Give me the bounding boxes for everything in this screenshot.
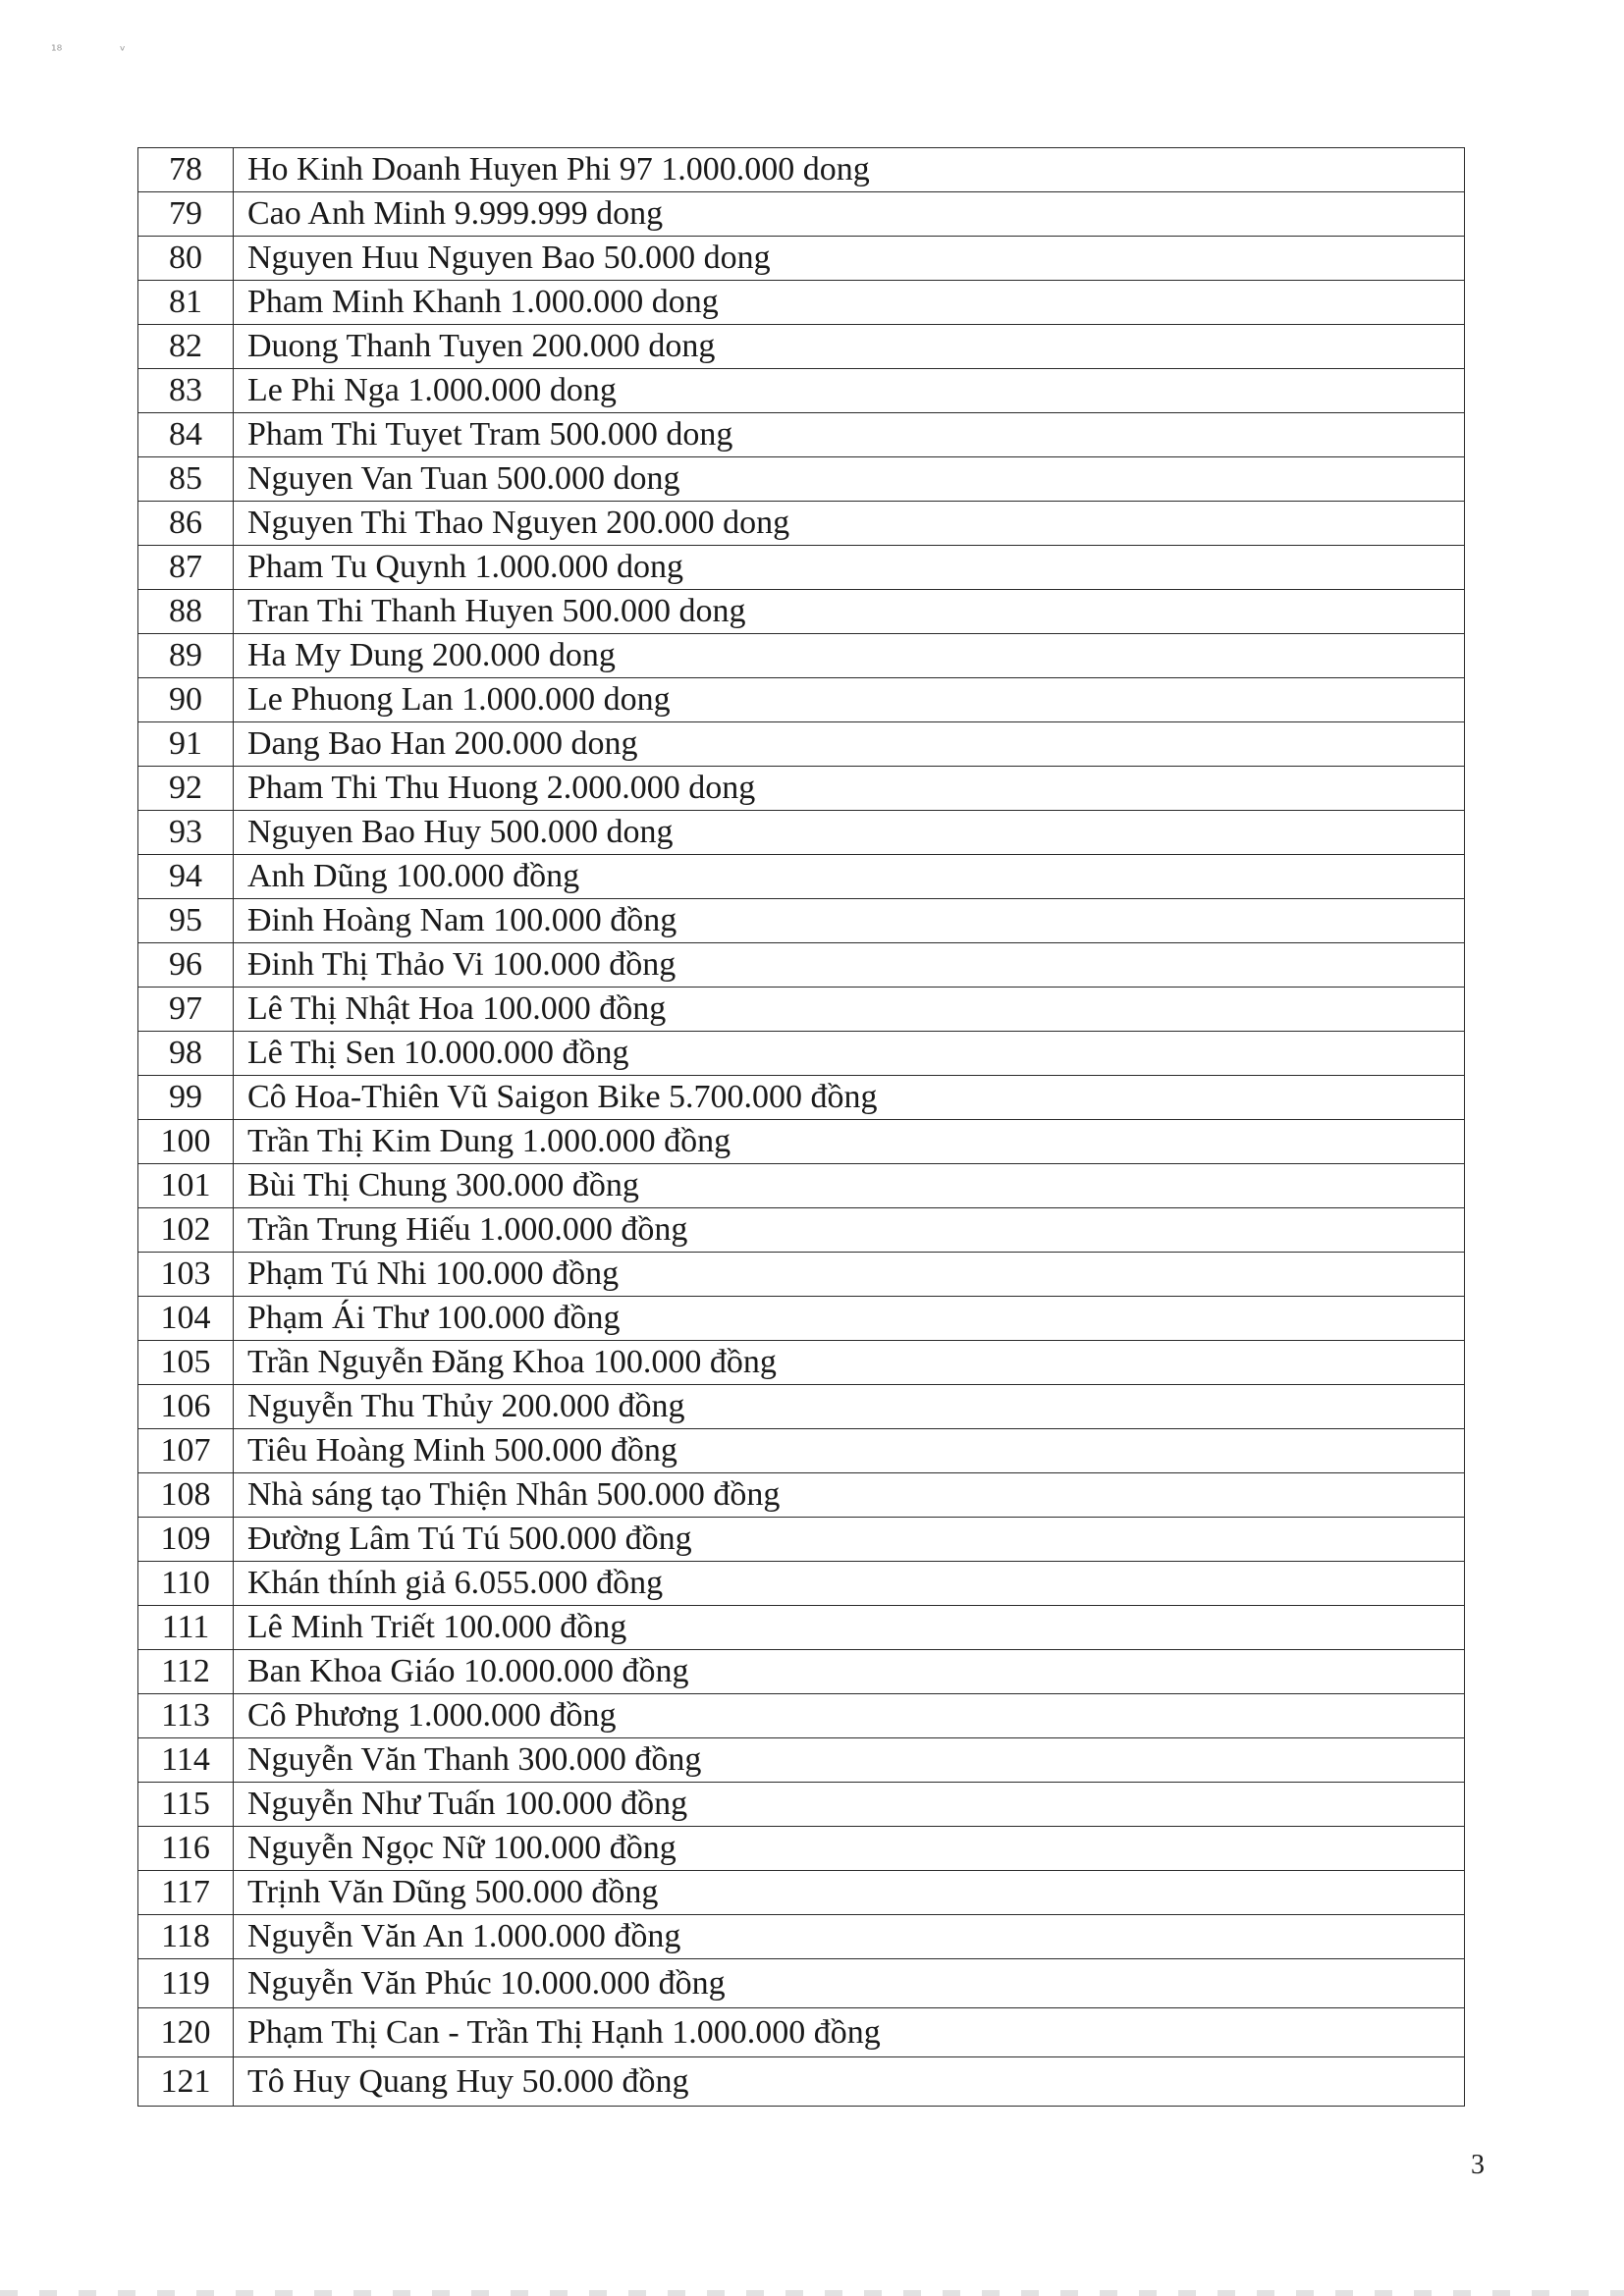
donor-entry: Ban Khoa Giáo 10.000.000 đồng — [234, 1650, 1465, 1694]
row-number: 111 — [138, 1606, 234, 1650]
table-row — [138, 1959, 1465, 2008]
table-row — [138, 1297, 1465, 1341]
donor-entry: Nguyễn Thu Thủy 200.000 đồng — [234, 1385, 1465, 1429]
table-row — [138, 855, 1465, 899]
table-row — [138, 1164, 1465, 1208]
donor-entry: Khán thính giả 6.055.000 đồng — [234, 1562, 1465, 1606]
table-row — [138, 1783, 1465, 1827]
row-number: 102 — [138, 1208, 234, 1253]
donor-entry: Lê Thị Nhật Hoa 100.000 đồng — [234, 988, 1465, 1032]
table-row — [138, 1208, 1465, 1253]
donor-entry: Pham Thi Tuyet Tram 500.000 dong — [234, 413, 1465, 457]
row-number: 100 — [138, 1120, 234, 1164]
table-row — [138, 1694, 1465, 1738]
table-row — [138, 1650, 1465, 1694]
donor-entry: Đinh Hoàng Nam 100.000 đồng — [234, 899, 1465, 943]
row-number: 97 — [138, 988, 234, 1032]
row-number: 96 — [138, 943, 234, 988]
donor-entry: Duong Thanh Tuyen 200.000 dong — [234, 325, 1465, 369]
row-number: 109 — [138, 1518, 234, 1562]
donor-entry: Nguyễn Văn An 1.000.000 đồng — [234, 1915, 1465, 1959]
donor-entry: Phạm Ái Thư 100.000 đồng — [234, 1297, 1465, 1341]
table-row — [138, 325, 1465, 369]
row-number: 118 — [138, 1915, 234, 1959]
table-row — [138, 281, 1465, 325]
donor-entry: Cô Phương 1.000.000 đồng — [234, 1694, 1465, 1738]
table-row — [138, 369, 1465, 413]
row-number: 110 — [138, 1562, 234, 1606]
donor-entry: Ho Kinh Doanh Huyen Phi 97 1.000.000 dong — [234, 148, 1465, 192]
donor-entry: Phạm Thị Can - Trần Thị Hạnh 1.000.000 đồng — [234, 2008, 1465, 2057]
table-row — [138, 1871, 1465, 1915]
row-number: 99 — [138, 1076, 234, 1120]
table-row — [138, 678, 1465, 722]
donor-entry: Nhà sáng tạo Thiện Nhân 500.000 đồng — [234, 1473, 1465, 1518]
row-number: 113 — [138, 1694, 234, 1738]
donor-entry: Tiêu Hoàng Minh 500.000 đồng — [234, 1429, 1465, 1473]
donor-entry: Nguyễn Văn Phúc 10.000.000 đồng — [234, 1959, 1465, 2008]
row-number: 115 — [138, 1783, 234, 1827]
row-number: 91 — [138, 722, 234, 767]
donor-entry: Trịnh Văn Dũng 500.000 đồng — [234, 1871, 1465, 1915]
row-number: 79 — [138, 192, 234, 237]
row-number: 112 — [138, 1650, 234, 1694]
table-row — [138, 413, 1465, 457]
row-number: 120 — [138, 2008, 234, 2057]
row-number: 98 — [138, 1032, 234, 1076]
row-number: 101 — [138, 1164, 234, 1208]
row-number: 94 — [138, 855, 234, 899]
scan-mark: ᵛ — [120, 43, 126, 59]
row-number: 104 — [138, 1297, 234, 1341]
table-row — [138, 943, 1465, 988]
donor-entry: Tô Huy Quang Huy 50.000 đồng — [234, 2057, 1465, 2107]
table-row — [138, 457, 1465, 502]
page-number: 3 — [1471, 2150, 1485, 2180]
row-number: 80 — [138, 237, 234, 281]
row-number: 93 — [138, 811, 234, 855]
donor-entry: Nguyễn Như Tuấn 100.000 đồng — [234, 1783, 1465, 1827]
row-number: 89 — [138, 634, 234, 678]
donor-entry: Trần Thị Kim Dung 1.000.000 đồng — [234, 1120, 1465, 1164]
donor-entry: Dang Bao Han 200.000 dong — [234, 722, 1465, 767]
donor-entry: Bùi Thị Chung 300.000 đồng — [234, 1164, 1465, 1208]
donor-list-body — [138, 148, 1465, 2107]
row-number: 119 — [138, 1959, 234, 2008]
table-row — [138, 1120, 1465, 1164]
table-row — [138, 192, 1465, 237]
donor-entry: Cao Anh Minh 9.999.999 dong — [234, 192, 1465, 237]
table-row — [138, 1253, 1465, 1297]
table-row — [138, 988, 1465, 1032]
row-number: 95 — [138, 899, 234, 943]
donor-list-table — [137, 147, 1465, 2107]
row-number: 81 — [138, 281, 234, 325]
table-row — [138, 634, 1465, 678]
table-row — [138, 502, 1465, 546]
table-row — [138, 722, 1465, 767]
donor-entry: Pham Tu Quynh 1.000.000 dong — [234, 546, 1465, 590]
donor-entry: Đinh Thị Thảo Vi 100.000 đồng — [234, 943, 1465, 988]
table-row — [138, 899, 1465, 943]
row-number: 92 — [138, 767, 234, 811]
table-row — [138, 1076, 1465, 1120]
table-row — [138, 1473, 1465, 1518]
row-number: 83 — [138, 369, 234, 413]
donor-entry: Phạm Tú Nhi 100.000 đồng — [234, 1253, 1465, 1297]
donor-entry: Lê Thị Sen 10.000.000 đồng — [234, 1032, 1465, 1076]
row-number: 82 — [138, 325, 234, 369]
table-row — [138, 1385, 1465, 1429]
donor-entry: Lê Minh Triết 100.000 đồng — [234, 1606, 1465, 1650]
table-row — [138, 1518, 1465, 1562]
table-row — [138, 1606, 1465, 1650]
donor-entry: Le Phuong Lan 1.000.000 dong — [234, 678, 1465, 722]
donor-entry: Pham Thi Thu Huong 2.000.000 dong — [234, 767, 1465, 811]
donor-entry: Nguyễn Ngọc Nữ 100.000 đồng — [234, 1827, 1465, 1871]
donor-entry: Đường Lâm Tú Tú 500.000 đồng — [234, 1518, 1465, 1562]
row-number: 86 — [138, 502, 234, 546]
table-row — [138, 1032, 1465, 1076]
table-row — [138, 1429, 1465, 1473]
donor-entry: Nguyen Huu Nguyen Bao 50.000 dong — [234, 237, 1465, 281]
table-row — [138, 811, 1465, 855]
row-number: 78 — [138, 148, 234, 192]
row-number: 116 — [138, 1827, 234, 1871]
table-row — [138, 546, 1465, 590]
table-row — [138, 2008, 1465, 2057]
row-number: 85 — [138, 457, 234, 502]
row-number: 107 — [138, 1429, 234, 1473]
table-row — [138, 1341, 1465, 1385]
row-number: 106 — [138, 1385, 234, 1429]
table-row — [138, 1738, 1465, 1783]
scan-edge — [0, 2290, 1624, 2296]
donor-entry: Anh Dũng 100.000 đồng — [234, 855, 1465, 899]
donor-entry: Nguyen Van Tuan 500.000 dong — [234, 457, 1465, 502]
row-number: 84 — [138, 413, 234, 457]
donor-entry: Nguyen Thi Thao Nguyen 200.000 dong — [234, 502, 1465, 546]
donor-entry: Pham Minh Khanh 1.000.000 dong — [234, 281, 1465, 325]
row-number: 103 — [138, 1253, 234, 1297]
donor-entry: Cô Hoa-Thiên Vũ Saigon Bike 5.700.000 đồng — [234, 1076, 1465, 1120]
table-row — [138, 237, 1465, 281]
donor-entry: Le Phi Nga 1.000.000 dong — [234, 369, 1465, 413]
table-row — [138, 1827, 1465, 1871]
table-row — [138, 148, 1465, 192]
scan-mark: ¹⁸ — [51, 43, 63, 59]
row-number: 88 — [138, 590, 234, 634]
table-row — [138, 1915, 1465, 1959]
row-number: 108 — [138, 1473, 234, 1518]
donor-entry: Ha My Dung 200.000 dong — [234, 634, 1465, 678]
row-number: 117 — [138, 1871, 234, 1915]
row-number: 105 — [138, 1341, 234, 1385]
row-number: 90 — [138, 678, 234, 722]
donor-entry: Trần Nguyễn Đăng Khoa 100.000 đồng — [234, 1341, 1465, 1385]
row-number: 114 — [138, 1738, 234, 1783]
table-row — [138, 2057, 1465, 2107]
table-row — [138, 1562, 1465, 1606]
table-row — [138, 767, 1465, 811]
donor-entry: Nguyen Bao Huy 500.000 dong — [234, 811, 1465, 855]
donor-entry: Trần Trung Hiếu 1.000.000 đồng — [234, 1208, 1465, 1253]
row-number: 121 — [138, 2057, 234, 2107]
donor-entry: Tran Thi Thanh Huyen 500.000 dong — [234, 590, 1465, 634]
donor-entry: Nguyễn Văn Thanh 300.000 đồng — [234, 1738, 1465, 1783]
row-number: 87 — [138, 546, 234, 590]
table-row — [138, 590, 1465, 634]
